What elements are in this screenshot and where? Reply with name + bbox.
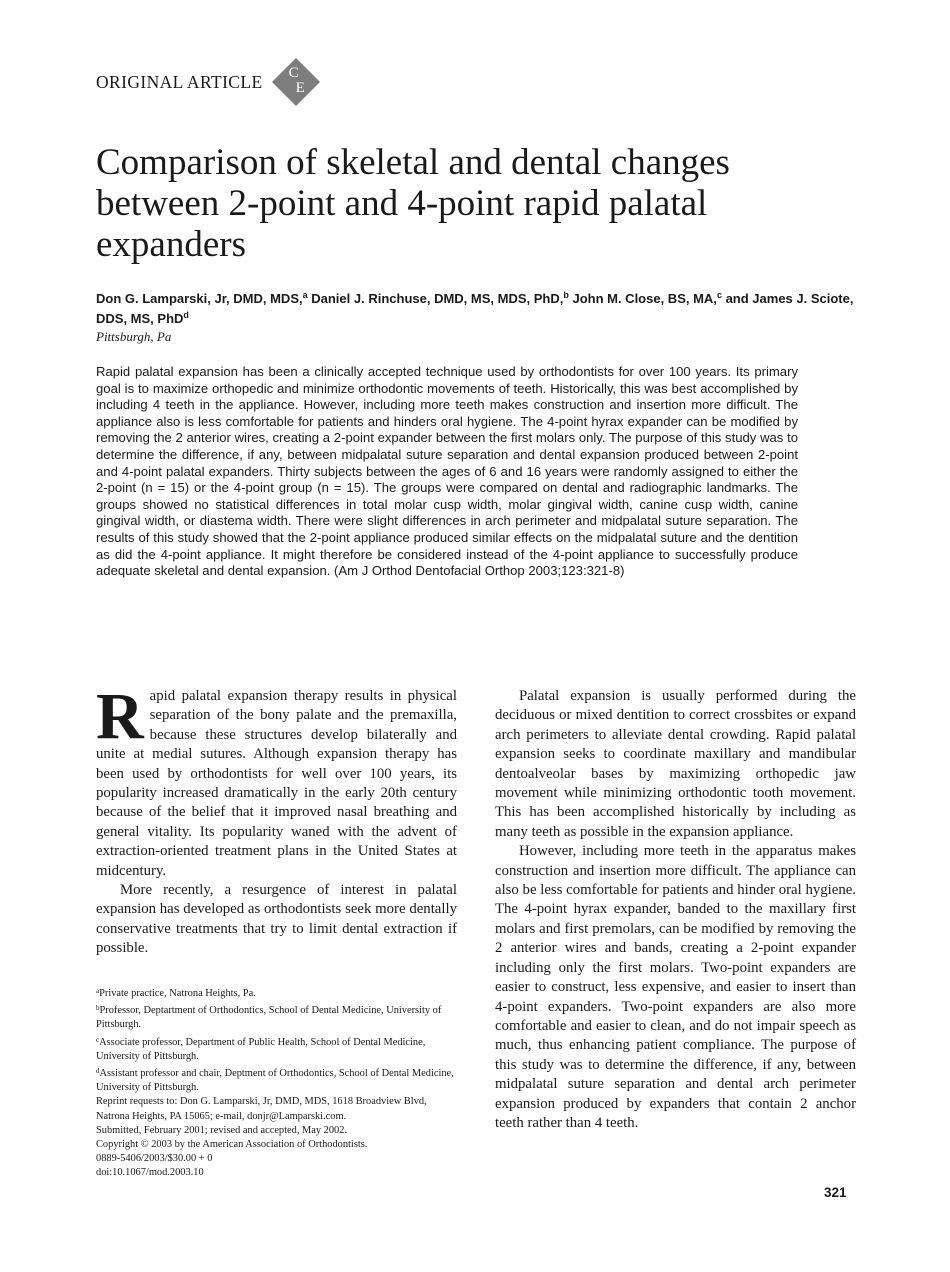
body-paragraph-text: apid palatal expansion therapy results in physical separation of the bony palate and the premaxilla, because these structures develop bilaterally and unite at medial sutures. Although expansion therapy has been used by orthodontists for well over 100 years, its popularity increased dramatically in the early 20th century because of the belief that it improved nasal breathing and general vitality. Its popularity waned with the advent of extraction-oriented treatment plans in the United States at midcentury. — [96, 688, 457, 879]
copyright-notice: Copyright © 2003 by the American Association of Orthodontists. — [96, 1139, 368, 1151]
body-column-left — [96, 680, 457, 959]
drop-cap: R — [96, 680, 144, 753]
ce-logo-icon — [269, 55, 323, 109]
ce-logo-c: C — [288, 65, 299, 81]
article-header — [96, 60, 323, 104]
body-paragraph — [96, 680, 457, 881]
body-paragraph: However, including more teeth in the apparatus makes construction and insertion more difficult. The appliance can also be less comfortable for patients and hinder oral hygiene. The 4-point hyrax expander, banded to the maxillary first molars and first premolars, can be modified by removing the 2 anterior wires and bands, creating a 2-point expander including only the first molars. Two-point expanders are easier to construct, less expensive, and easier to insert than 4-point expanders. Two-point expanders are also more comfortable and easier to clean, and do not impair speech as much, thus enhancing patient compliance. The purpose of this study was to determine the difference, if any, between midpalatal suture separation and dental arch perimeter expansion produced by expanders that contain 2 anchor teeth rather than 4 teeth. — [495, 843, 856, 1131]
issn: 0889-5406/2003/$30.00 + 0 — [96, 1153, 213, 1165]
submission-dates: Submitted, February 2001; revised and accepted, May 2002. — [96, 1124, 348, 1136]
article-type-label: ORIGINAL ARTICLE — [96, 71, 263, 92]
author-name: John M. Close, BS, MA, — [572, 291, 717, 306]
page-number: 321 — [824, 1185, 847, 1200]
footnotes — [96, 987, 457, 1181]
reprint-requests: Reprint requests to: Don G. Lamparski, Jr, DMD, MDS, 1618 Broadview Blvd, Natrona Heights, PA 15065; e-mail, donjr@Lamparski.com. — [96, 1096, 427, 1122]
author-name: Daniel J. Rinchuse, DMD, MS, MDS, PhD, — [311, 291, 564, 306]
footnote-d: $^d$Assistant professor and chair, Deptment of Orthodontics, School of Dental Medicine, University of Pittsburgh. — [96, 1067, 454, 1094]
author-location: Pittsburgh, Pa — [96, 329, 172, 344]
article-title: Comparison of skeletal and dental changes between 2-point and 4-point rapid palatal expanders — [96, 142, 730, 265]
author-affiliation-mark: a — [302, 290, 308, 300]
author-affiliation-mark: c — [716, 290, 722, 300]
footnote-c: $^c$Associate professor, Department of Public Health, School of Dental Medicine, University of Pittsburgh. — [96, 1035, 426, 1062]
author-affiliation-mark: b — [563, 290, 569, 300]
body-paragraph: More recently, a resurgence of interest in palatal expansion has developed as orthodontists seek more dentally conservative treatments that try to limit dental extraction if possible. — [96, 882, 457, 957]
footnote-b: $^b$Professor, Deptartment of Orthodontics, School of Dental Medicine, University of Pittsburgh. — [96, 1004, 442, 1031]
author-list — [96, 289, 866, 329]
author-affiliation-mark: d — [183, 310, 189, 320]
footnote-a: $^a$Private practice, Natrona Heights, Pa. — [96, 987, 256, 999]
author-name: Don G. Lamparski, Jr, DMD, MDS, — [96, 291, 303, 306]
abstract: Rapid palatal expansion has been a clinically accepted technique used by orthodontists for over 100 years. Its primary goal is to maximize orthopedic and minimize orthodontic movements of teeth. Historically, this was best accomplished by including 4 teeth in the appliance. However, including more teeth makes construction and insertion more difficult. The appliance also is less comfortable for patients and hinders oral hygiene. The 4-point hyrax expander can be modified by removing the 2 anterior wires, creating a 2-point expander between the first molars only. The purpose of this study was to determine the difference, if any, between midpalatal suture separation and dental expansion produced between 2-point and 4-point palatal expanders. Thirty subjects between the ages of 6 and 16 years were randomly assigned to either the 2-point (n = 15) or the 4-point group (n = 15). The groups were compared on dental and radiographic landmarks. The groups showed no statistical differences in total molar cusp width, molar gingival width, canine cusp width, canine gingival width, or diastema width. There were slight differences in arch perimeter and midpalatal suture separation. The results of this study showed that the 2-point appliance produced similar effects on the midpalatal suture and the dentition as did the 4-point appliance. It might therefore be considered instead of the 4-point appliance to successfully produce adequate skeletal and dental expansion. (Am J Orthod Dentofacial Orthop 2003;123:321-8) — [96, 364, 798, 579]
body-column-right — [495, 687, 856, 1133]
ce-logo-e: E — [295, 80, 305, 96]
doi: doi:10.1067/mod.2003.10 — [96, 1167, 204, 1179]
author-name: and James J. Sciote, DDS, MS, PhD — [96, 291, 854, 326]
body-paragraph: Palatal expansion is usually performed during the deciduous or mixed dentition to correct crossbites or expand arch perimeters to alleviate dental crowding. Rapid palatal expansion seeks to coordinate maxillary and mandibular dentoalveolar bases by maximizing orthopedic jaw movement while minimizing orthodontic tooth movement. This has been accomplished historically by including as many teeth as possible in the expansion appliance. — [495, 688, 856, 840]
